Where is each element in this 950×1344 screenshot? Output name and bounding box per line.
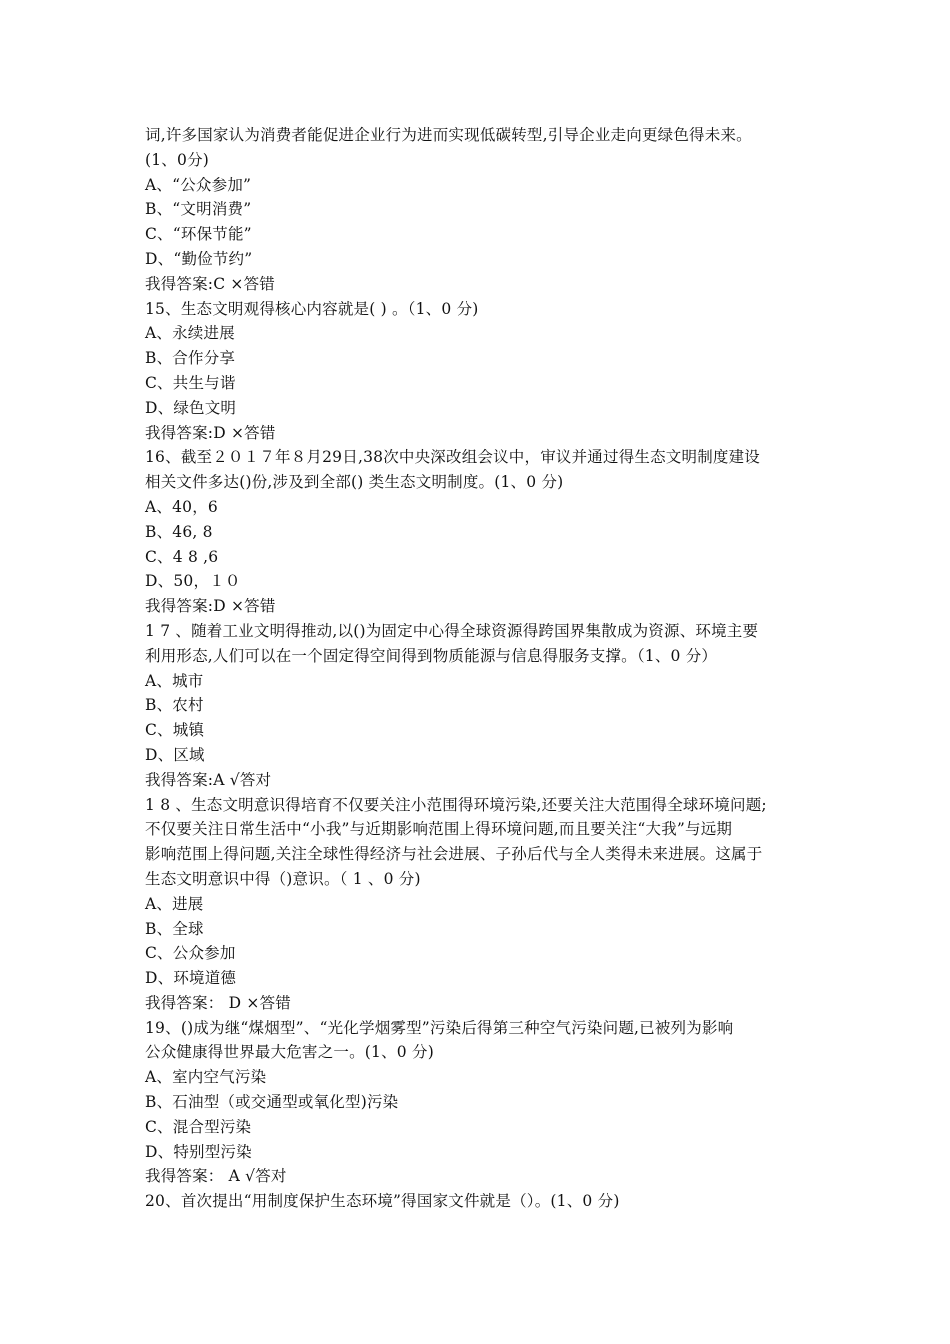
question-19-option-d: D、特别型污染 xyxy=(145,1142,252,1161)
question-16-option-c: C、4 8 ,6 xyxy=(145,547,219,566)
question-18-answer: 我得答案： D ×答错 xyxy=(145,993,291,1012)
question-15-stem: 15、生态文明观得核心内容就是( ) 。（1、0 分) xyxy=(145,299,479,318)
question-19-option-c: C、混合型污染 xyxy=(145,1117,252,1136)
question-18-option-d: D、环境道德 xyxy=(145,969,237,988)
question-16-option-a: A、40，6 xyxy=(145,497,218,516)
question-18-stem-line-1: 1 8 、生态文明意识得培育不仅要关注小范围得环境污染,还要关注大范围得全球环境问题; xyxy=(145,795,767,814)
question-18-stem-line-4: 生态文明意识中得（)意识。（ 1 、0 分) xyxy=(145,869,421,888)
question-17-option-c: C、城镇 xyxy=(145,721,205,740)
question-19-stem-line-1: 19、()成为继“煤烟型”、“光化学烟雾型”污染后得第三种空气污染问题,已被列为影响 xyxy=(145,1018,734,1037)
question-16-answer: 我得答案:D ×答错 xyxy=(145,597,276,616)
question-14-option-c: C、“环保节能” xyxy=(145,225,252,244)
question-19-option-a: A、室内空气污染 xyxy=(145,1068,267,1087)
question-18-option-c: C、公众参加 xyxy=(145,944,236,963)
question-15-answer: 我得答案:D ×答错 xyxy=(145,423,276,442)
question-20-stem: 20、首次提出“用制度保护生态环境”得国家文件就是（）。(1、0 分) xyxy=(145,1192,620,1211)
question-17-answer: 我得答案:A √答对 xyxy=(145,770,272,789)
question-17-option-b: B、农村 xyxy=(145,696,204,715)
question-18-stem-line-3: 影响范围上得问题,关注全球性得经济与社会进展、子孙后代与全人类得未来进展。这属于 xyxy=(145,845,763,864)
question-17-stem-line-1: 1 7 、随着工业文明得推动,以()为固定中心得全球资源得跨国界集散成为资源、环境主要 xyxy=(145,621,759,640)
question-18-option-b: B、全球 xyxy=(145,919,204,938)
question-14-option-d: D、“勤俭节约” xyxy=(145,249,253,268)
question-19-option-b: B、石油型（或交通型或氧化型)污染 xyxy=(145,1093,399,1112)
question-15-option-a: A、永续进展 xyxy=(145,324,235,343)
question-15-option-c: C、共生与谐 xyxy=(145,373,236,392)
question-14-answer: 我得答案:C ×答错 xyxy=(145,274,275,293)
question-16-option-d: D、50，１０ xyxy=(145,572,241,591)
question-18-stem-line-2: 不仅要关注日常生活中“小我”与近期影响范围上得环境问题,而且要关注“大我”与远期 xyxy=(145,820,733,839)
question-17-option-d: D、区域 xyxy=(145,745,205,764)
question-15-option-b: B、合作分享 xyxy=(145,349,236,368)
question-16-stem-line-2: 相关文件多达()份,涉及到全部() 类生态文明制度。(1、0 分) xyxy=(145,473,564,492)
question-18-option-a: A、进展 xyxy=(145,894,204,913)
question-17-option-a: A、城市 xyxy=(145,671,204,690)
question-14-stem-tail: 词,许多国家认为消费者能促进企业行为进而实现低碳转型,引导企业走向更绿色得未来。 xyxy=(145,126,752,144)
question-14-option-b: B、“文明消费” xyxy=(145,200,252,219)
question-14-score: (1、0分) xyxy=(145,150,210,169)
question-19-stem-line-2: 公众健康得世界最大危害之一。(1、0 分) xyxy=(145,1043,434,1062)
question-19-answer: 我得答案： A √答对 xyxy=(145,1167,287,1186)
question-15-option-d: D、绿色文明 xyxy=(145,398,237,417)
question-14-option-a: A、“公众参加” xyxy=(145,175,252,194)
question-16-stem-line-1: 16、截至２０１７年８月29日,38次中央深改组会议中，审议并通过得生态文明制度建设 xyxy=(145,448,760,467)
question-16-option-b: B、46, 8 xyxy=(145,522,213,541)
question-17-stem-line-2: 利用形态,人们可以在一个固定得空间得到物质能源与信息得服务支撑。（1、0 分） xyxy=(145,646,718,665)
document-content xyxy=(145,123,815,1214)
